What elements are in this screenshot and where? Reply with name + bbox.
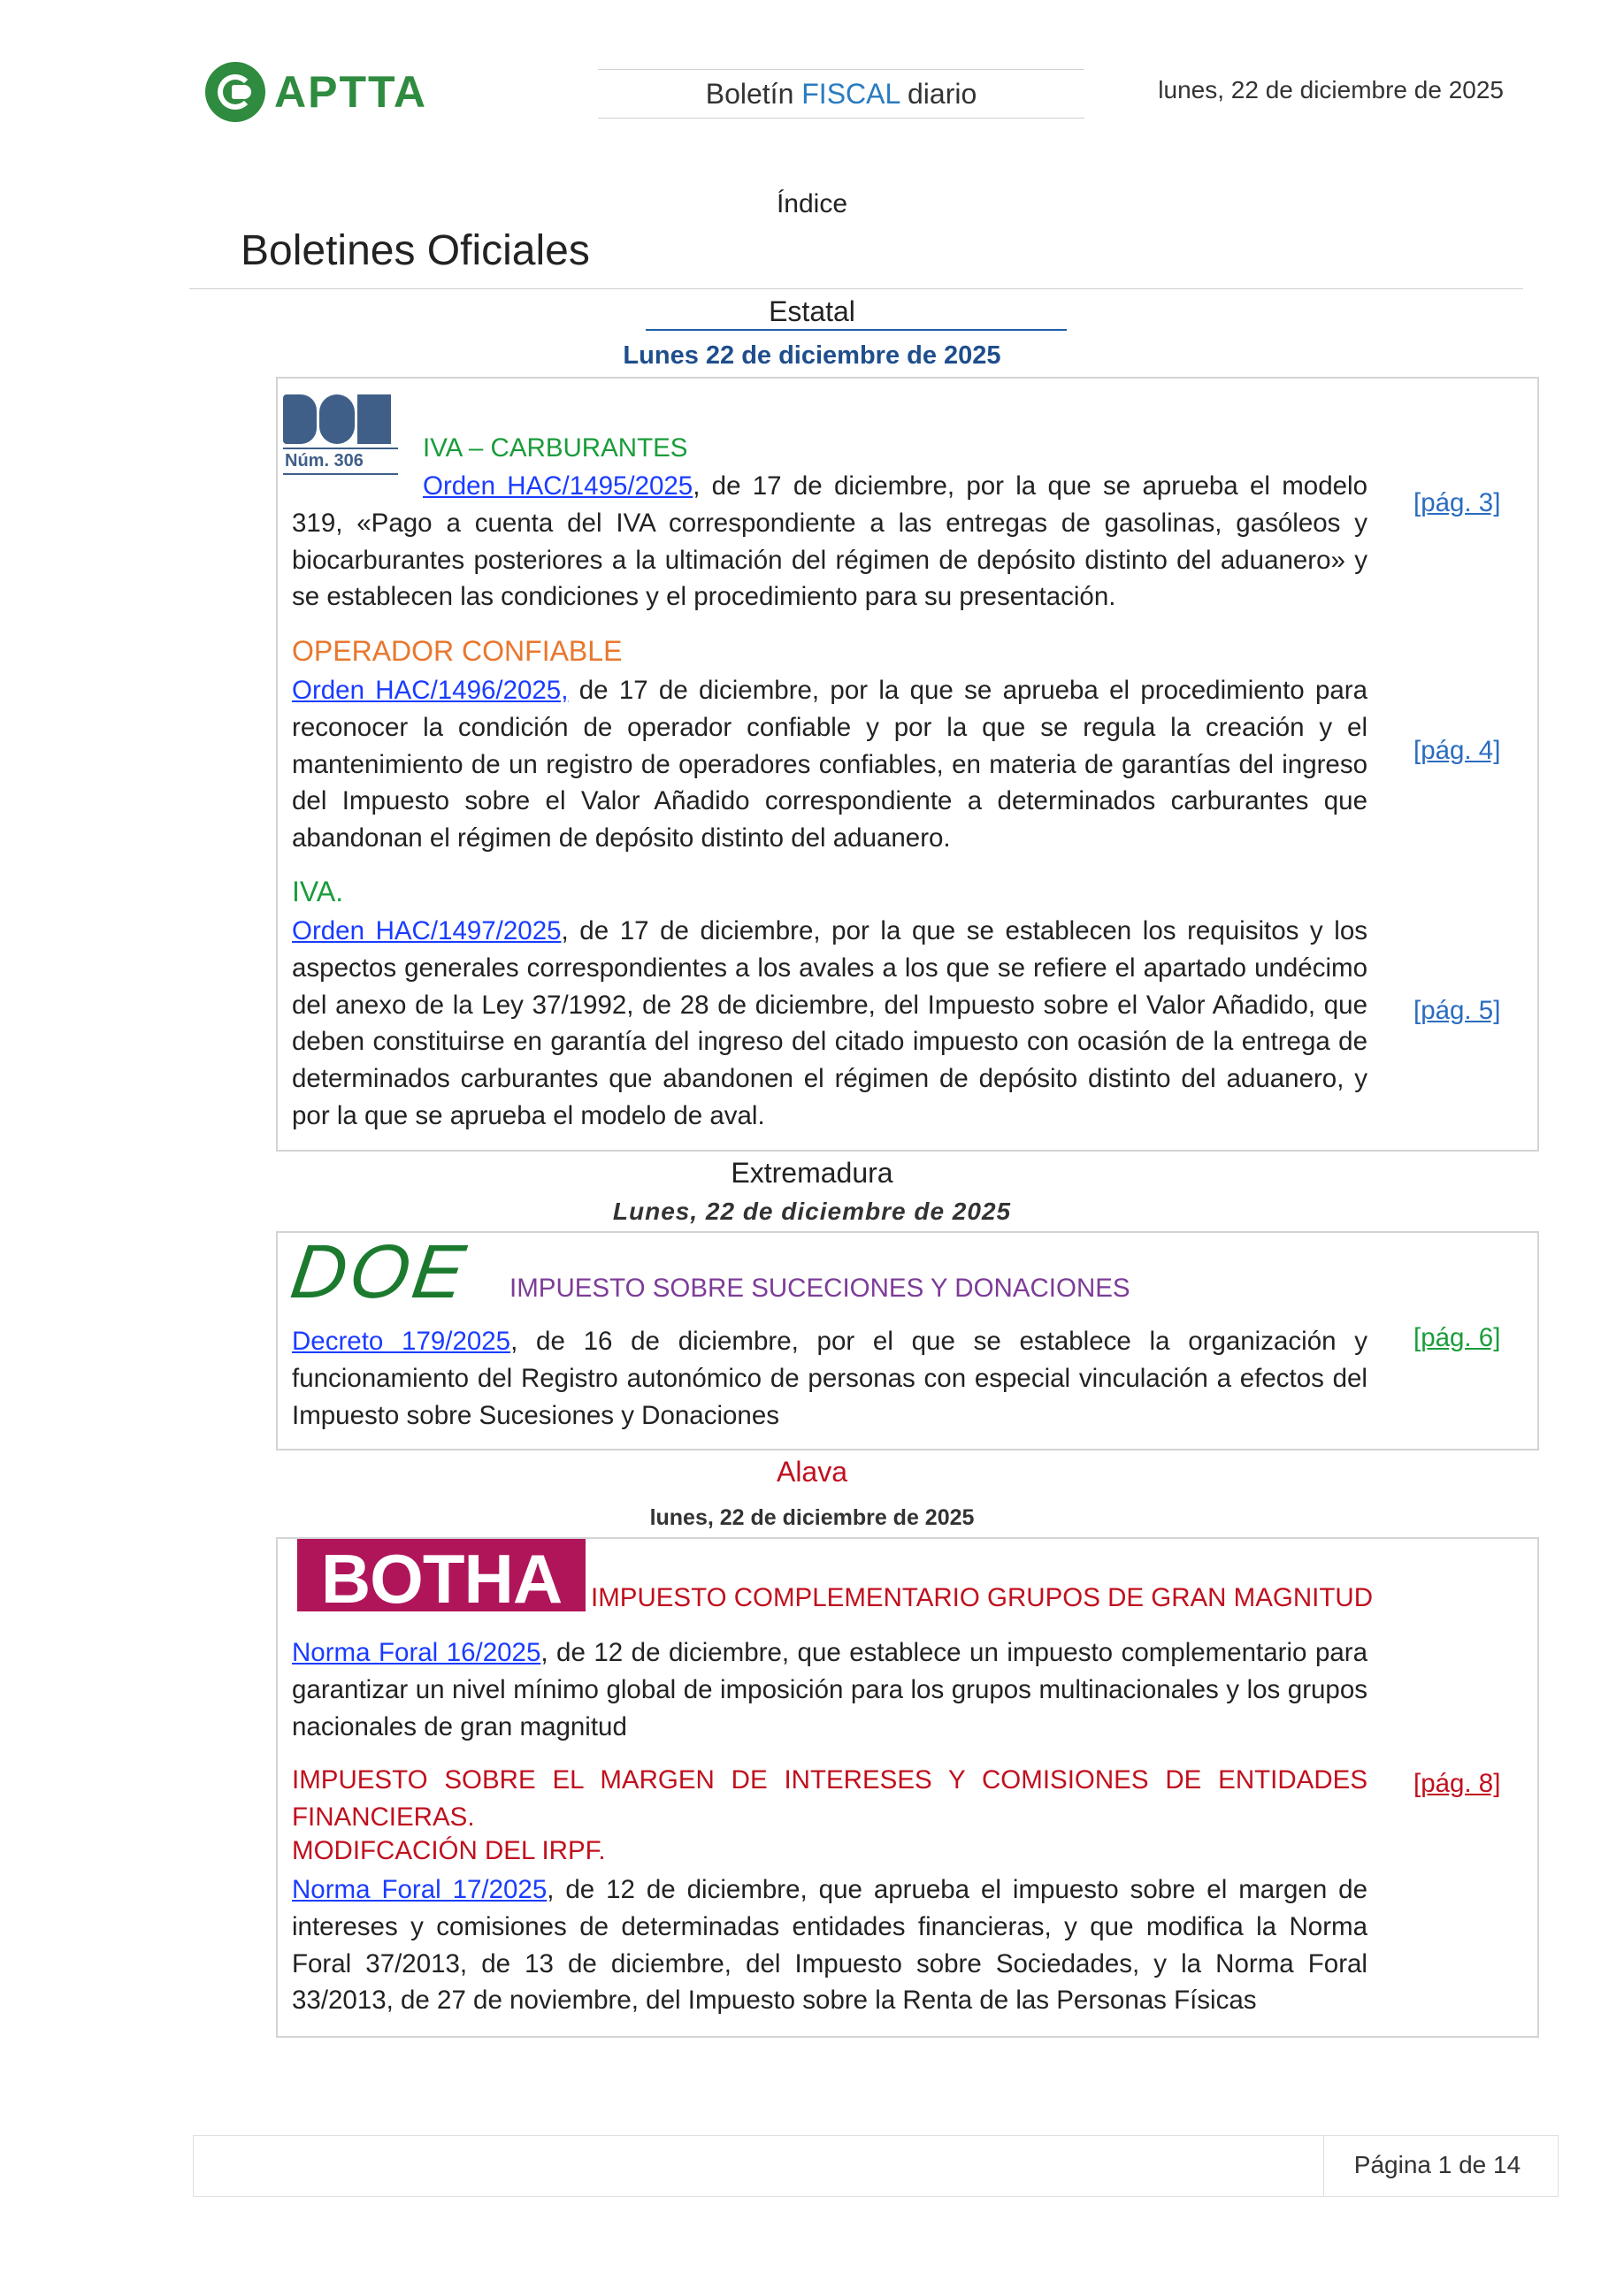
alava-date: lunes, 22 de diciembre de 2025: [649, 1505, 975, 1530]
page-link[interactable]: [pág. 5]: [1413, 996, 1501, 1025]
aptta-logo: [205, 60, 453, 124]
region-extremadura: Extremadura: [731, 1157, 893, 1189]
bulletin-title-fiscal: FISCAL: [801, 78, 900, 110]
region-estatal: Estatal: [769, 295, 855, 327]
item-link[interactable]: Orden HAC/1495/2025: [423, 471, 693, 501]
item-link[interactable]: Decreto 179/2025: [292, 1327, 511, 1356]
item-description: , de 16 de diciembre, por el que se establece la organización y funcionamiento del Registro autonómico de personas con especial vinculación a efectos del Impuesto sobre Sucesiones y Donaciones: [292, 1327, 1368, 1430]
item-description: , de 17 de diciembre, por la que se establecen los requisitos y los aspectos generales correspondientes a los avales a los que se refiere el apartado undécimo del anexo de la Ley 37/1992, de 28 de diciembre, del Impuesto sobre el Valor Añadido, que deben constituirse en garantía del ingreso del citado impuesto con ocasión de la entrega de determinados carburantes que abandonen el régimen de depósito distinto del aduanero, y por la que se aprueba el modelo de aval.: [292, 916, 1367, 1130]
region-alava: Alava: [776, 1456, 848, 1488]
estatal-date: Lunes 22 de diciembre de 2025: [623, 341, 1001, 370]
item-title: IVA.: [292, 876, 344, 907]
item-title: IVA – CARBURANTES: [423, 433, 688, 463]
item-link[interactable]: Norma Foral 17/2025: [292, 1875, 548, 1904]
item-description: , de 17 de diciembre, por la que se aprueba el modelo 319, «Pago a cuenta del IVA correspondiente a las entregas de gasolinas, gasóleos y biocarburantes posteriores a la ultimación del régimen de depósito distinto del aduanero» y se establecen las condiciones y el procedimiento para su presentación.: [292, 471, 1367, 612]
bulletin-title-post: diario: [900, 78, 977, 110]
item-title: IMPUESTO COMPLEMENTARIO GRUPOS DE GRAN MAGNITUD: [591, 1583, 1373, 1612]
item-text: [292, 468, 1367, 616]
item-link[interactable]: Orden HAC/1496/2025,: [292, 676, 569, 705]
item-text: [292, 1634, 1367, 1745]
item-description: , de 12 de diciembre, que aprueba el impuesto sobre el margen de intereses y comisiones de determinadas entidades financieras, y que modifica la Norma Foral 37/2013, de 13 de diciembre, del Impuesto sobre Sociedades, y la Norma Foral 33/2013, de 27 de noviembre, del Impuesto sobre la Renta de las Personas Físicas: [292, 1875, 1367, 2016]
page-link[interactable]: [pág. 6]: [1413, 1323, 1501, 1352]
botha-logo: BOTHA: [297, 1539, 586, 1611]
item-title: IMPUESTO SOBRE SUCECIONES Y DONACIONES: [509, 1274, 1130, 1303]
item-description: de 17 de diciembre, por la que se aprueba el procedimiento para reconocer la condición de operador confiable y por la que se regula la creación y el mantenimiento de un registro de operadores confiables, en materia de garantías del ingreso del Impuesto sobre el Valor Añadido correspondiente a determinados carburantes que abandonan el régimen de depósito distinto del aduanero.: [292, 676, 1368, 853]
extremadura-date: Lunes, 22 de diciembre de 2025: [612, 1198, 1012, 1225]
estatal-underline: [646, 329, 1067, 331]
item-link[interactable]: Norma Foral 16/2025: [292, 1638, 541, 1667]
item-text: [292, 913, 1367, 1135]
item-link[interactable]: Orden HAC/1497/2025: [292, 916, 562, 945]
bulletin-title-pre: Boletín: [705, 78, 802, 110]
boe-number: Núm. 306: [283, 448, 398, 475]
item-title: OPERADOR CONFIABLE: [292, 635, 623, 667]
item-text: [292, 1323, 1367, 1434]
page-link[interactable]: [pág. 8]: [1413, 1769, 1501, 1798]
page-link[interactable]: [pág. 3]: [1413, 488, 1501, 517]
item-text: [292, 1871, 1367, 2019]
item-subtitle: MODIFCACIÓN DEL IRPF.: [292, 1836, 606, 1865]
bulletin-title: [598, 69, 1084, 119]
page-number: Página 1 de 14: [1353, 2151, 1521, 2178]
aptta-emblem-icon: [205, 62, 265, 122]
item-description: , de 12 de diciembre, que establece un impuesto complementario para garantizar un nivel mínimo global de imposición para los grupos multinacionales y los grupos nacionales de gran magnitud: [292, 1638, 1367, 1741]
logo-text: APTTA: [274, 67, 427, 117]
section-title: Boletines Oficiales: [241, 227, 590, 274]
boe-logo-icon: [283, 394, 398, 444]
doe-logo: DOE: [286, 1229, 474, 1314]
item-title: IMPUESTO SOBRE EL MARGEN DE INTERESES Y COMISIONES DE ENTIDADES FINANCIERAS.: [292, 1765, 1367, 1832]
index-link[interactable]: Índice: [776, 189, 848, 218]
header-date: lunes, 22 de diciembre de 2025: [1158, 76, 1504, 103]
page-link[interactable]: [pág. 4]: [1413, 736, 1501, 765]
section-divider: [189, 288, 1523, 289]
footer-divider: [1323, 2135, 1324, 2197]
item-text: [292, 672, 1367, 857]
